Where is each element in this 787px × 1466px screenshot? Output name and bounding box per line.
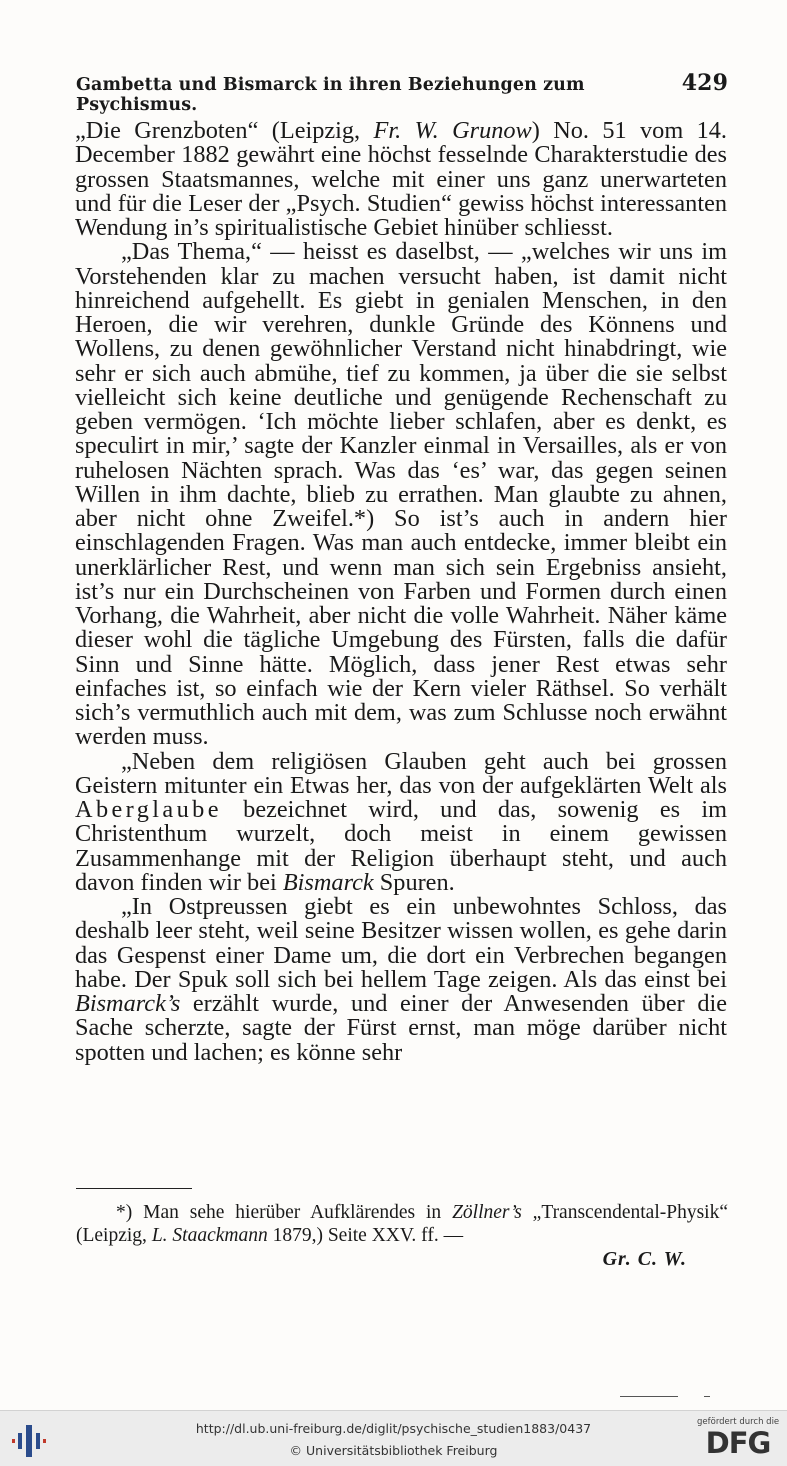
dfg-logo-text: DFG (705, 1426, 771, 1460)
footnote-text (76, 1201, 728, 1247)
running-head (76, 70, 728, 115)
p3-text-e: Spuren. (373, 868, 455, 896)
source-url[interactable]: http://dl.ub.uni-freiburg.de/diglit/psychische_studien1883/0437 (195, 1421, 592, 1436)
body-text (75, 119, 727, 1065)
footnote-italic-publisher: L. Staackmann (151, 1225, 268, 1246)
p4-italic-name: Bismarck’s (75, 990, 181, 1017)
p3-text-c: bezeichnet wird, und das, sowenig es im Christenthum wurzelt, doch meist in einem gewissen Zusammenhange mit der Religion überhaupt steht, und auch davon finden wir bei (75, 796, 727, 896)
running-title: Gambetta und Bismarck in ihren Beziehungen zum Psychismus. (76, 75, 585, 115)
copyright-notice: © Universitätsbibliothek Freiburg (289, 1443, 498, 1458)
footnote (76, 1201, 728, 1247)
p1-text-c: ) No. 51 vom 14. December 1882 gewährt eine höchst fesselnde Charakterstudie des grossen Staatsmannes, welche mit einer uns ganz unerwarteten und für die Leser der „Psych. Studien“ gewiss höchst interessanten Wendung in’s spiritualistische Gebiet hinüber schliesst. (75, 117, 727, 241)
paragraph-3 (75, 747, 727, 896)
p1-italic-publisher: Fr. W. Grunow (373, 117, 532, 144)
p4-text-c: erzählt wurde, und einer der Anwesenden über die Sache scherzte, sagte der Fürst ernst, man möge darüber nicht spotten und lachen; es könne sehr (75, 990, 727, 1066)
paragraph-1 (75, 119, 727, 240)
footnote-text-a: *) Man sehe hierüber Aufklärendes in (116, 1202, 453, 1223)
footnote-signature: Gr. C. W. (602, 1248, 687, 1270)
paragraph-4 (75, 895, 727, 1065)
p3-text-a: „Neben dem religiösen Glauben geht auch bei grossen Geistern mitunter ein Etwas her, das von der aufgeklärten Welt als (75, 747, 727, 799)
footer-bar (0, 1410, 787, 1466)
page-bottom-marks (620, 1396, 712, 1398)
footnote-text-e: 1879,) Seite XXV. ff. — (267, 1225, 464, 1246)
p3-italic-name: Bismarck (282, 868, 374, 896)
bottom-mark-line (620, 1396, 678, 1397)
paragraph-2: „Das Thema,“ — heisst es daselbst, — „welches wir uns im Vorstehenden klar zu machen versucht haben, ist damit nicht hinreichend aufgehellt. Es giebt in genialen Menschen, in den Heroen, die wir verehren, dunkle Gründe des Könnens und Wollens, zu denen gewöhnlicher Verstand nicht hinabdringt, wie sehr er sich auch abmühe, tief zu kommen, ja über die sie selbst vielleicht sich keine deutliche und genügende Rechenschaft zu geben vermögen. ‘Ich möchte lieber schlafen, aber es denkt, es speculirt in mir,’ sagte der Kanzler einmal in Versailles, als er von ruhelosen Nächten sprach. Was das ‘es’ war, das gegen seinen Willen in ihm dachte, blieb zu errathen. Man glaubte zu ahnen, aber nicht ohne Zweifel.*) So ist’s auch in andern hier einschlagenden Fragen. Was man auch entdecke, immer bleibt ein unerklärlicher Rest, und wenn man sich sein Ergebniss ansieht, ist’s nur ein Durchscheinen von Farben und Formen durch einen Vorhang, die Wahrheit, aber nicht die volle Wahrheit. Näher käme dieser wohl die tägliche Umgebung des Fürsten, falls die dafür Sinn und Sinne hätte. Möglich, dass jener Rest etwas sehr einfaches ist, so einfach wie der Kern vieler Räthsel. So verhält sich’s vermuthlich auch mit dem, was zum Schlusse noch erwähnt werden muss. (75, 238, 727, 751)
p1-text-a: „Die Grenzboten“ (Leipzig, (75, 117, 374, 144)
page-number: 429 (681, 70, 728, 96)
dfg-logo (697, 1417, 779, 1463)
footnote-text-c: „Transcendental-Physik“ (Leipzig, (76, 1202, 729, 1246)
p4-text-a: „In Ostpreussen giebt es ein unbewohntes Schloss, das deshalb leer steht, weil seine Besitzer wissen wollen, es gehe darin das Gespenst einer Dame um, die dort ein Verbrechen begangen habe. Der Spuk soll sich bei hellem Tage zeigen. Als das einst bei (75, 893, 727, 993)
bottom-mark-dash (704, 1396, 710, 1397)
footnote-italic-author: Zöllner’s (452, 1202, 522, 1223)
footnote-rule (76, 1188, 192, 1189)
dfg-caption: gefördert durch die (697, 1417, 780, 1427)
p3-spaced-word: Aberglaube (75, 796, 222, 823)
